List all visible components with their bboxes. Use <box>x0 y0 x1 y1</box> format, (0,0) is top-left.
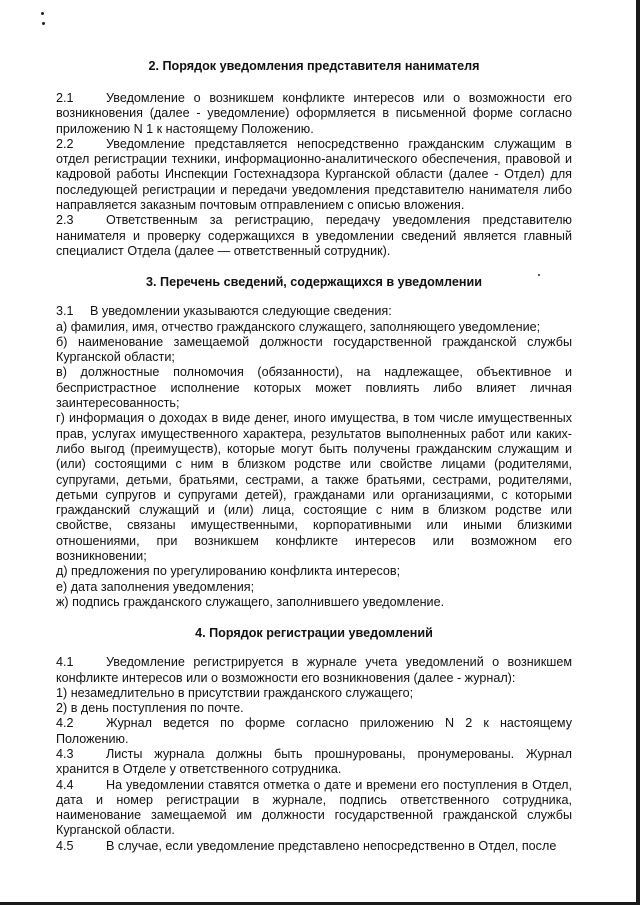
item-text: Уведомление о возникшем конфликте интересов или о возможности его возникновения (далее - уведомление) оформляется в письменной форме согласно приложению N 1 к настоящему Положению. <box>56 91 572 136</box>
sub-item-1: 1) незамедлительно в присутствии гражданского служащего; <box>56 685 414 700</box>
list-item-zh: ж) подпись гражданского служащего, заполнившего уведомление. <box>56 594 445 609</box>
paragraph-2-1 <box>56 91 572 137</box>
item-number: 3.1 <box>56 304 74 319</box>
list-item-a: а) фамилия, имя, отчество гражданского служащего, заполняющего уведомление; <box>56 319 541 334</box>
paragraph-4-2 <box>56 716 572 747</box>
item-text: Уведомление представляется непосредственно гражданским служащим в отдел регистрации техники, информационно-аналитического обеспечения, правовой и кадровой работы Инспекции Гостехнадзора Курганской области (далее - Отдел) для последующей регистрации и передачи уведомления представителю нанимателя либо направляется заказным почтовым отправлением с описью вложения. <box>56 136 572 213</box>
item-number: 4.3 <box>56 746 74 761</box>
scan-speck <box>41 12 44 15</box>
paragraph-2-3 <box>56 213 572 259</box>
item-number: 4.2 <box>56 716 74 731</box>
section-4-heading: 4. Порядок регистрации уведомлений <box>195 626 433 641</box>
sub-item-2: 2) в день поступления по почте. <box>56 701 244 716</box>
document-body <box>56 58 572 854</box>
paragraph-2-2 <box>56 137 572 213</box>
paragraph-4-5 <box>56 839 572 854</box>
item-number: 4.5 <box>56 838 74 853</box>
paragraph-4-1 <box>56 655 572 686</box>
list-item-d: д) предложения по урегулированию конфликта интересов; <box>56 564 401 579</box>
item-text: Листы журнала должны быть прошнурованы, пронумерованы. Журнал хранится в Отделе у ответственного сотрудника. <box>56 746 572 777</box>
paragraph-4-4 <box>56 778 572 839</box>
item-text: Журнал ведется по форме согласно приложению N 2 к настоящему Положению. <box>56 716 572 746</box>
list-item-g: г) информация о доходах в виде денег, иного имущества, в том числе имущественных прав, услугах имущественного характера, результатов выполненных работ или каких-либо выгод (преимуществ), которые могут быть получены гражданским служащим и (или) состоящими с ним в близком родстве или свойстве лицами (родителями, супругами, детьми, братьями, сестрами, а также братьями, сестрами, родителями, детьми супругов и супругами детей), гражданами или организациями, с которыми гражданский служащий и (или) лица, состоящие с ним в близком родстве или свойстве, связаны имущественными, корпоративными или иными близкими отношениями, при возникшем конфликте интересов или возможном его возникновении; <box>56 411 572 564</box>
paragraph-3-1 <box>56 304 572 319</box>
item-text: Уведомление регистрируется в журнале учета уведомлений о возникшем конфликте интересов или о возможности его возникновения (далее - журнал): <box>56 655 572 685</box>
section-2-heading: 2. Порядок уведомления представителя нанимателя <box>148 59 480 73</box>
list-item-v: в) должностные полномочия (обязанности), на надлежащее, объективное и беспристрастное исполнение которых может повлиять либо влияет личная заинтересованность; <box>56 365 572 411</box>
list-item-b: б) наименование замещаемой должности государственной гражданской службы Курганской области; <box>56 334 572 365</box>
item-text: В случае, если уведомление представлено непосредственно в Отдел, после <box>106 838 557 853</box>
paragraph-4-3 <box>56 747 572 778</box>
list-item-e: е) дата заполнения уведомления; <box>56 579 255 594</box>
scan-edge-right <box>636 0 640 905</box>
scan-speck <box>42 22 45 25</box>
section-3-heading: 3. Перечень сведений, содержащихся в уведомлении <box>146 275 482 290</box>
item-number: 4.1 <box>56 655 74 670</box>
item-number: 2.1 <box>56 91 74 105</box>
item-number: 4.4 <box>56 777 74 792</box>
item-number: 2.2 <box>56 136 74 151</box>
item-text: На уведомлении ставятся отметка о дате и времени его поступления в Отдел, дата и номер регистрации в журнале, подпись ответственного сотрудника, наименование замещаемой им должности государственной гражданской службы Курганской области. <box>56 777 572 838</box>
item-text: В уведомлении указываются следующие сведения: <box>90 304 392 319</box>
item-number: 2.3 <box>56 213 74 228</box>
item-text: Ответственным за регистрацию, передачу уведомления представителю нанимателя и проверку содержащихся в уведомлении сведений является главный специалист Отдела (далее — ответственный сотрудник). <box>56 213 572 258</box>
